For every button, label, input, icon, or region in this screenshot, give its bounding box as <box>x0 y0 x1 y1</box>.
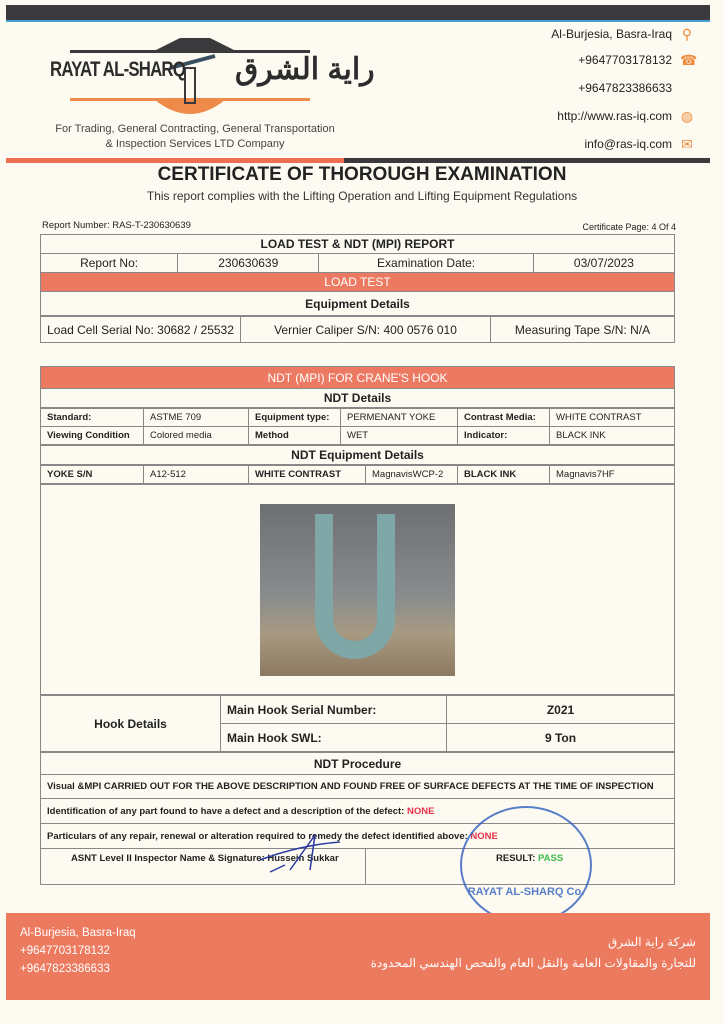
ndt-table <box>40 366 675 885</box>
crane-hook-image <box>315 514 395 659</box>
footer <box>6 913 710 1000</box>
exam-date: 03/07/2023 <box>533 254 674 273</box>
yoke: A12-512 <box>144 466 249 484</box>
phone-icon: ☎ <box>680 52 698 68</box>
contact-website: http://www.ras-iq.com ◍ <box>557 108 694 124</box>
hook-details-label: Hook Details <box>41 696 221 752</box>
certificate-page: Certificate Page: 4 Of 4 <box>582 222 676 232</box>
contact-email: info@ras-iq.com ✉ <box>584 136 693 152</box>
result: RESULT: PASS <box>366 849 675 885</box>
report-heading: LOAD TEST & NDT (MPI) REPORT <box>41 235 675 254</box>
signature-scribble <box>250 830 350 875</box>
report-no: 230630639 <box>178 254 319 273</box>
inspector-signature: ASNT Level II Inspector Name & Signature: Hussein Sukkar <box>41 849 366 885</box>
equipment-heading: Equipment Details <box>41 292 675 316</box>
yoke-label: YOKE S/N <box>41 466 144 484</box>
equipment-type: PERMENANT YOKE <box>341 409 458 427</box>
standard-label: Standard: <box>41 409 144 427</box>
contact-phone-2: +9647823386633 <box>578 81 672 95</box>
viewing-label: Viewing Condition <box>41 427 144 445</box>
footer-address: Al-Burjesia, Basra-Iraq <box>20 927 136 939</box>
hook-photo <box>260 504 455 676</box>
indicator: BLACK INK <box>550 427 675 445</box>
load-test-band: LOAD TEST <box>41 273 675 292</box>
load-cell-serial: Load Cell Serial No: 30682 / 25532 <box>41 317 241 343</box>
location-pin-icon: ⚲ <box>681 26 693 42</box>
globe-icon: ◍ <box>680 108 694 124</box>
contrast: WHITE CONTRAST <box>550 409 675 427</box>
procedure-heading: NDT Procedure <box>41 753 675 775</box>
company-tagline: For Trading, General Contracting, General Transportation & Inspection Services LTD Company <box>55 123 335 150</box>
load-test-table <box>40 234 675 343</box>
black-ink-label: BLACK INK <box>458 466 550 484</box>
footer-arabic-desc: للتجارة والمقاولات العامة والنقل العام والفحص الهندسي المحدودة <box>370 956 696 970</box>
equipment-type-label: Equipment type: <box>249 409 341 427</box>
ndt-band: NDT (MPI) FOR CRANE'S HOOK <box>41 367 675 389</box>
mail-icon: ✉ <box>681 136 693 152</box>
white-contrast: MagnavisWCP-2 <box>366 466 458 484</box>
footer-arabic-name: شركة راية الشرق <box>607 935 696 949</box>
brand-name: RAYAT AL-SHARQ <box>50 58 186 81</box>
exam-date-label: Examination Date: <box>319 254 534 273</box>
hook-serial: Z021 <box>447 696 675 724</box>
caliper-serial: Vernier Caliper S/N: 400 0576 010 <box>241 317 491 343</box>
company-stamp: RAYAT AL-SHARQ Co. <box>460 806 592 924</box>
indicator-label: Indicator: <box>458 427 550 445</box>
report-number: Report Number: RAS-T-230630639 <box>42 220 191 231</box>
footer-phone-1: +9647703178132 <box>20 945 110 957</box>
ndt-details-heading: NDT Details <box>41 389 675 408</box>
contrast-label: Contrast Media: <box>458 409 550 427</box>
contact-phone-1: +9647703178132 ☎ <box>578 52 698 68</box>
identification-row: Identification of any part found to have a defect and a description of the defect: NONE <box>41 799 675 824</box>
viewing: Colored media <box>144 427 249 445</box>
header-divider <box>6 158 710 163</box>
report-no-label: Report No: <box>41 254 178 273</box>
tape-serial: Measuring Tape S/N: N/A <box>491 317 675 343</box>
hook-serial-label: Main Hook Serial Number: <box>221 696 447 724</box>
hook-swl-label: Main Hook SWL: <box>221 724 447 752</box>
top-bar <box>6 5 710 22</box>
page-subtitle: This report complies with the Lifting Operation and Lifting Equipment Regulations <box>146 189 578 203</box>
ndt-equipment-heading: NDT Equipment Details <box>41 446 675 465</box>
page-title: CERTIFICATE OF THOROUGH EXAMINATION <box>157 164 567 185</box>
black-ink: Magnavis7HF <box>550 466 675 484</box>
brand-name-arabic: راية الشرق <box>235 53 375 86</box>
procedure-text: Visual &MPI CARRIED OUT FOR THE ABOVE DESCRIPTION AND FOUND FREE OF SURFACE DEFECTS AT THE TIME OF INSPECTION <box>41 775 675 799</box>
hook-swl: 9 Ton <box>447 724 675 752</box>
standard: ASTME 709 <box>144 409 249 427</box>
white-contrast-label: WHITE CONTRAST <box>249 466 366 484</box>
contact-address: Al-Burjesia, Basra-Iraq ⚲ <box>551 26 693 42</box>
particulars-row: Particulars of any repair, renewal or alteration required to remedy the defect identified above: NONE <box>41 824 675 849</box>
method-label: Method <box>249 427 341 445</box>
footer-phone-2: +9647823386633 <box>20 963 110 975</box>
method: WET <box>341 427 458 445</box>
